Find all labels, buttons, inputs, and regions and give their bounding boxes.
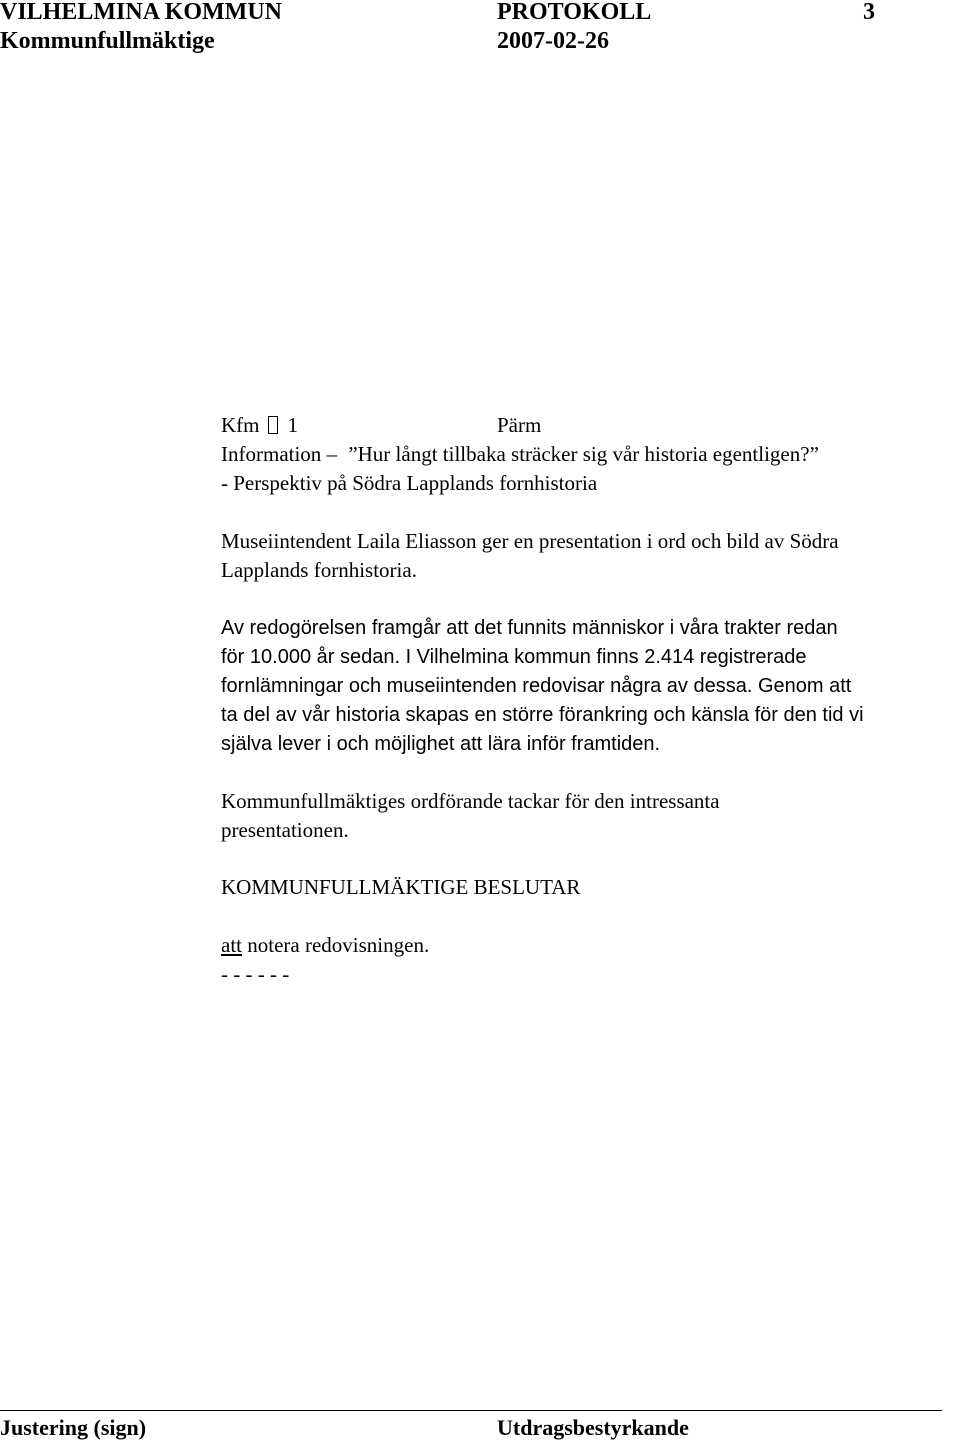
- decision-body: notera redovisningen.: [242, 933, 430, 957]
- paragraph-2-line-5: själva lever i och möjlighet att lära inför framtiden.: [221, 733, 661, 755]
- item-folder: Pärm: [497, 413, 542, 437]
- paragraph-1-line-2: Lapplands fornhistoria.: [221, 558, 417, 582]
- item-code: Kfm: [221, 413, 260, 437]
- info-dash: –: [326, 442, 338, 466]
- info-title: Hur långt tillbaka sträcker sig vår historia egentligen?: [357, 442, 810, 466]
- paragraph-2-line-2: för 10.000 år sedan. I Vilhelmina kommun finns 2.414 registrerade: [221, 646, 807, 668]
- decision-text: [221, 931, 429, 960]
- item-number: 1: [287, 413, 298, 437]
- item-subtitle: - Perspektiv på Södra Lapplands fornhistoria: [221, 471, 598, 495]
- header-date: 2007-02-26: [497, 28, 609, 54]
- footer-justering: Justering (sign): [0, 1415, 147, 1440]
- paragraph-1-line-1: Museiintendent Laila Eliasson ger en presentation i ord och bild av Södra: [221, 529, 839, 553]
- header-body: Kommunfullmäktige: [0, 28, 215, 54]
- paragraph-3-line-2: presentationen.: [221, 818, 349, 842]
- header-municipality: VILHELMINA KOMMUN: [0, 0, 282, 25]
- paragraph-2-line-3: fornlämningar och museiintenden redovisar några av dessa. Genom att: [221, 675, 852, 697]
- item-information-line: Information – ”Hur långt tillbaka sträcker sig vår historia egentligen?”: [221, 442, 819, 466]
- item-heading: [221, 411, 298, 440]
- footer-rule: [0, 1410, 942, 1411]
- decision-heading: KOMMUNFULLMÄKTIGE BESLUTAR: [221, 875, 581, 899]
- header-doc-type: PROTOKOLL: [497, 0, 652, 25]
- decision-dashes: - - - - - -: [221, 962, 290, 986]
- footer-utdragsbestyrkande: Utdragsbestyrkande: [497, 1415, 689, 1440]
- paragraph-2-line-1: Av redogörelsen framgår att det funnits människor i våra trakter redan: [221, 617, 838, 639]
- paragraph-2-line-4: ta del av vår historia skapas en större förankring och känsla för den tid vi: [221, 704, 864, 726]
- paragraph-3-line-1: Kommunfullmäktiges ordförande tackar för den intressanta: [221, 789, 720, 813]
- header-page-number: 3: [863, 0, 875, 25]
- decision-att: att: [221, 933, 242, 957]
- checkbox-glyph-icon: [268, 416, 278, 434]
- info-prefix: Information: [221, 442, 322, 466]
